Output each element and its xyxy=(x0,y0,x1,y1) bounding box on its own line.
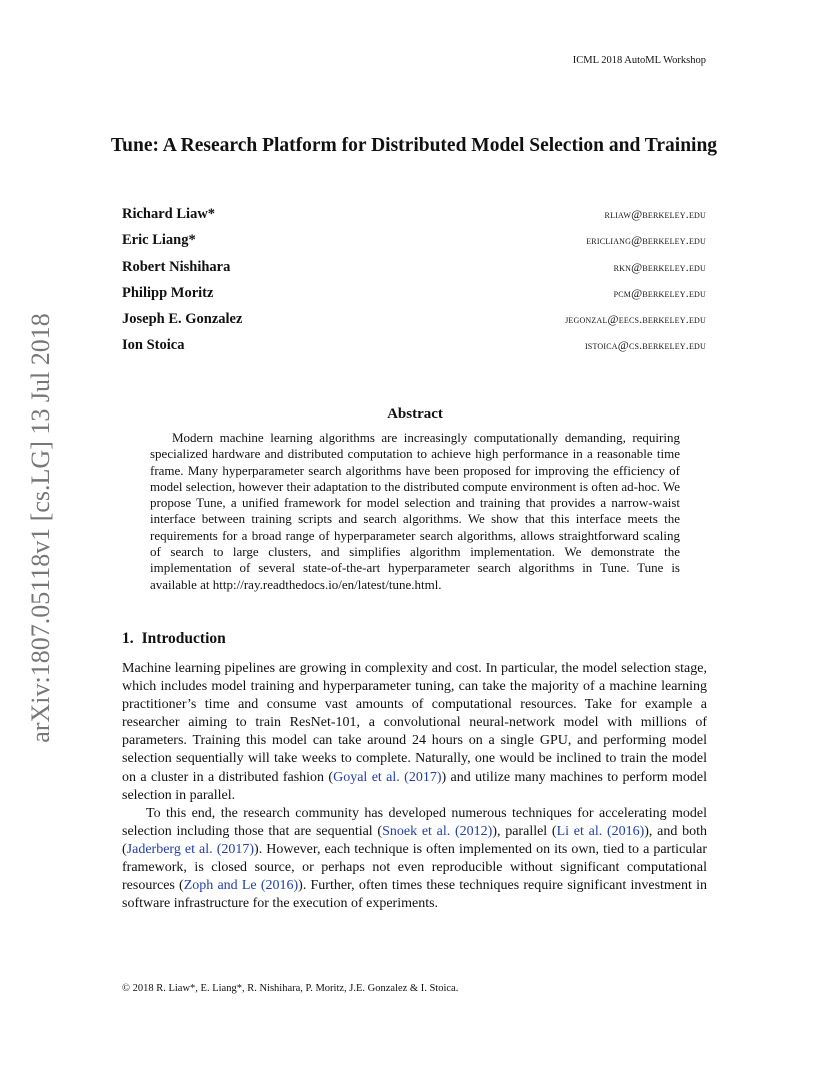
author-row xyxy=(122,311,706,337)
venue-header: ICML 2018 AutoML Workshop xyxy=(572,55,706,66)
arxiv-identifier-stamp: arXiv:1807.05118v1 [cs.LG] 13 Jul 2018 xyxy=(26,313,55,743)
author-email: ericliang@berkeley.edu xyxy=(586,233,706,248)
section-heading xyxy=(122,630,226,648)
author-row xyxy=(122,232,706,258)
section-number: 1. xyxy=(122,630,134,647)
paragraph-text: Machine learning pipelines are growing in complexity and cost. In particular, the model selection stage, which includes model training and hyperparameter tuning, can take the majority of a machine learning practitioner’s time and consume vast amounts of computational resources. Take for example a researcher aiming to train ResNet-101, a convolutional neural-network model with millions of parameters. Training this model can take around 24 hours on a single GPU, and performing model selection sequentially will take weeks to complete. Naturally, one would be inclined to train the model on a cluster in a distributed fashion ( xyxy=(122,661,707,785)
author-name: Ion Stoica xyxy=(122,337,185,354)
copyright-footer: © 2018 R. Liaw*, E. Liang*, R. Nishihara, P. Moritz, J.E. Gonzalez & I. Stoica. xyxy=(122,983,459,994)
paragraph-text: ), parallel ( xyxy=(492,823,557,839)
author-list xyxy=(122,206,706,364)
author-name: Richard Liaw* xyxy=(122,206,216,222)
abstract-text: Modern machine learning algorithms are increasingly computationally demanding, requiring specialized hardware and distributed computation to achieve high performance in a reasonable time frame. Many hyperparameter search algorithms have been proposed for improving the efficiency of model selection, however their adaptation to the distributed compute environment is often ad-hoc. We propose Tune, a unified framework for model selection and training that provides a narrow-waist interface between training scripts and search algorithms. We show that this interface meets the requirements for a broad range of hyperparameter search algorithms, allows straightforward scaling of search to large clusters, and simplifies algorithm implementation. We demonstrate the implementation of several state-of-the-art hyperparameter search algorithms in Tune. Tune is available at http://ray.readthedocs.io/en/latest/tune.html. xyxy=(150,430,680,592)
author-row xyxy=(122,337,706,363)
author-name: Robert Nishihara xyxy=(122,258,231,275)
author-row xyxy=(122,206,706,232)
author-name: Philipp Moritz xyxy=(122,284,214,301)
citation-link[interactable]: Jaderberg et al. (2017) xyxy=(126,841,255,857)
introduction-body xyxy=(122,660,707,913)
author-name: Eric Liang* xyxy=(122,232,196,249)
author-email: jegonzal@eecs.berkeley.edu xyxy=(565,312,706,327)
citation-link[interactable]: Li et al. (2016) xyxy=(556,823,645,839)
paragraph-text: ). Further, often times these techniques require significant investment in software infrastructure for the execution of experiments. xyxy=(122,878,707,912)
paragraph-text: To this end, the research community has developed numerous techniques for accelerating model selection including those that are sequential ( xyxy=(122,805,707,839)
paragraph xyxy=(122,805,707,914)
author-row xyxy=(122,285,706,311)
citation-link[interactable]: Goyal et al. (2017) xyxy=(333,769,442,785)
author-email: istoica@cs.berkeley.edu xyxy=(584,338,706,353)
author-row xyxy=(122,259,706,285)
citation-link[interactable]: Zoph and Le (2016) xyxy=(183,878,299,894)
abstract-heading: Abstract xyxy=(387,406,443,422)
section-title: Introduction xyxy=(141,630,226,647)
citation-link[interactable]: Snoek et al. (2012) xyxy=(382,823,493,839)
paragraph-text: ). However, each technique is often implemented on its own, tied to a particular framework, is closed source, or perhaps not even reproducible without significant computational resources ( xyxy=(122,841,707,894)
author-name: Joseph E. Gonzalez xyxy=(122,311,243,328)
author-email: rliaw@berkeley.edu xyxy=(604,207,706,221)
paragraph-text: ) and utilize many machines to perform model selection in parallel. xyxy=(122,769,707,803)
paragraph-text: ), and both ( xyxy=(122,823,707,857)
author-email: rkn@berkeley.edu xyxy=(613,259,706,274)
author-email: pcm@berkeley.edu xyxy=(613,285,706,300)
paper-title: Tune: A Research Platform for Distributed Model Selection and Training xyxy=(110,135,718,156)
paragraph xyxy=(122,660,707,805)
